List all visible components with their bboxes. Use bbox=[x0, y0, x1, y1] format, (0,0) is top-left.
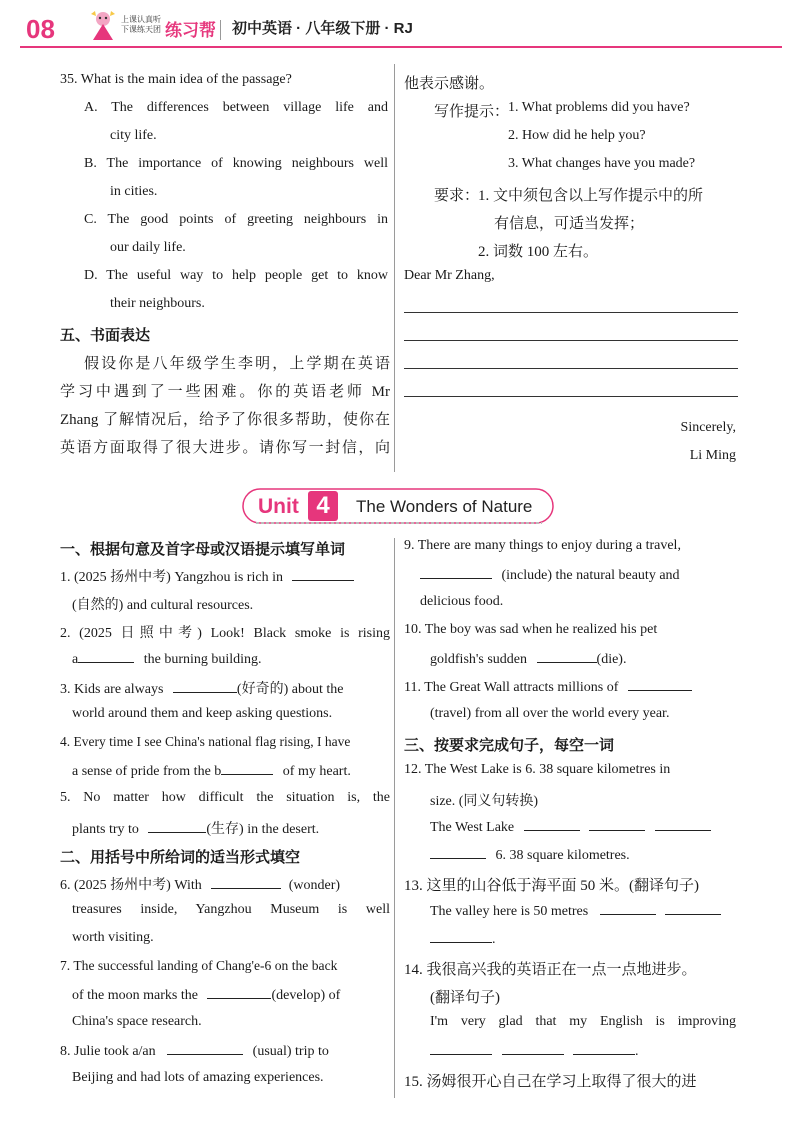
q4-line2 bbox=[72, 762, 351, 780]
unit-word: Unit bbox=[258, 495, 299, 518]
writing-paragraph-4: 英语方面取得了很大进步。请你写一封信，向 bbox=[60, 440, 390, 456]
q6-blank[interactable] bbox=[211, 876, 281, 889]
q5-prefix: plants try to bbox=[72, 822, 139, 837]
q13-line2 bbox=[430, 902, 721, 920]
header-rule bbox=[20, 46, 782, 48]
q12-blank-3[interactable] bbox=[655, 818, 711, 831]
q6-suffix: (wonder) bbox=[288, 878, 341, 893]
writing-paragraph-1: 假设你是八年级学生李明，上学期在英语 bbox=[84, 356, 390, 372]
q8-line2: Beijing and had lots of amazing experiences. bbox=[72, 1070, 324, 1085]
q4-suffix: of my heart. bbox=[282, 764, 351, 779]
q14-line2: (翻译句子) bbox=[430, 990, 500, 1006]
book-title: 初中英语 · 八年级下册 · RJ bbox=[232, 20, 413, 37]
q7-line1: 7. The successful landing of Chang'e-6 on the back bbox=[60, 958, 338, 973]
q35-option-d-cont: their neighbours. bbox=[110, 296, 205, 311]
q35-option-a: A. The differences between village life and bbox=[84, 100, 388, 115]
q13-line3: . bbox=[430, 930, 496, 948]
q5-line1: 5. No matter how difficult the situation is, the bbox=[60, 790, 390, 805]
q2-prefix: a bbox=[72, 652, 79, 667]
writing-requirements-label: 要求： bbox=[434, 188, 480, 204]
q5-suffix: (生存) in the desert. bbox=[206, 822, 320, 837]
q5-line2 bbox=[72, 818, 319, 838]
q12-line2: size. (同义句转换) bbox=[430, 794, 539, 809]
q2-line2 bbox=[72, 650, 262, 668]
q35-option-c: C. The good points of greeting neighbours in bbox=[84, 212, 388, 227]
writing-tip-3: 3. What changes have you made? bbox=[508, 156, 696, 171]
letter-greeting: Dear Mr Zhang, bbox=[404, 268, 495, 283]
q7-prefix: of the moon marks the bbox=[72, 988, 198, 1003]
q10-prefix: goldfish's sudden bbox=[430, 652, 528, 667]
q1-line2: (自然的) and cultural resources. bbox=[72, 598, 254, 613]
q9-suffix: (include) the natural beauty and bbox=[501, 568, 680, 583]
q12-blank-1[interactable] bbox=[524, 818, 580, 831]
q3-suffix: (好奇的) about the bbox=[236, 682, 344, 697]
q12-suffix: 6. 38 square kilometres. bbox=[495, 848, 630, 863]
q2-line1: 2. (2025 日照中考) Look! Black smoke is rising bbox=[60, 626, 390, 641]
q10-blank[interactable] bbox=[537, 650, 597, 663]
header-separator bbox=[220, 20, 221, 40]
q3-blank[interactable] bbox=[173, 680, 237, 693]
unit-title: The Wonders of Nature bbox=[356, 497, 533, 516]
writing-requirement-2: 2. 词数 100 左右。 bbox=[478, 244, 599, 260]
q5-blank[interactable] bbox=[148, 820, 206, 833]
part1-title: 一、根据句意及首字母或汉语提示填写单词 bbox=[60, 541, 346, 558]
q12-line1: 12. The West Lake is 6. 38 square kilometres in bbox=[404, 762, 671, 777]
q13-blank-2[interactable] bbox=[665, 902, 721, 915]
q2-blank[interactable] bbox=[78, 650, 134, 663]
q12-line4 bbox=[430, 846, 630, 864]
q4-blank[interactable] bbox=[221, 762, 273, 775]
q8-line1 bbox=[60, 1042, 329, 1060]
q11-line1 bbox=[404, 678, 692, 696]
writing-section-title: 五、书面表达 bbox=[60, 327, 151, 344]
q7-line3: China's space research. bbox=[72, 1014, 202, 1029]
q12-line3 bbox=[430, 818, 711, 836]
answer-line-2[interactable] bbox=[404, 340, 738, 341]
answer-line-4[interactable] bbox=[404, 396, 738, 397]
letter-closing: Sincerely, bbox=[680, 420, 736, 435]
q8-blank[interactable] bbox=[167, 1042, 243, 1055]
answer-line-1[interactable] bbox=[404, 312, 738, 313]
q13-line1: 13. 这里的山谷低于海平面 50 米。(翻译句子) bbox=[404, 878, 699, 894]
q9-blank[interactable] bbox=[420, 566, 492, 579]
q13-blank-3[interactable] bbox=[430, 930, 492, 943]
q14-line1: 14. 我很高兴我的英语正在一点一点地进步。 bbox=[404, 962, 697, 978]
q3-line2: world around them and keep asking questions. bbox=[72, 706, 333, 721]
q8-suffix: (usual) trip to bbox=[252, 1044, 329, 1059]
writing-tip-1: 1. What problems did you have? bbox=[508, 100, 690, 115]
q9-line1: 9. There are many things to enjoy during a travel, bbox=[404, 538, 681, 553]
q14-line3: I'm very glad that my English is improving bbox=[430, 1014, 736, 1029]
q6-line2: treasures inside, Yangzhou Museum is well bbox=[72, 902, 390, 917]
logo-slogan bbox=[121, 15, 161, 35]
q7-suffix: (develop) of bbox=[271, 988, 341, 1003]
q4-line1: 4. Every time I see China's national flag rising, I have bbox=[60, 734, 351, 749]
q10-suffix: (die). bbox=[596, 652, 627, 667]
q12-blank-2[interactable] bbox=[589, 818, 645, 831]
q35-option-a-cont: city life. bbox=[110, 128, 157, 143]
q6-line1 bbox=[60, 874, 340, 894]
q1-text: 1. (2025 扬州中考) Yangzhou is rich in bbox=[60, 570, 283, 585]
q35-option-b: B. The importance of knowing neighbours well bbox=[84, 156, 388, 171]
writing-paragraph-2: 学习中遇到了一些困难。你的英语老师 Mr bbox=[60, 384, 390, 400]
writing-tip-2: 2. How did he help you? bbox=[508, 128, 646, 143]
q11-blank[interactable] bbox=[628, 678, 692, 691]
q4-prefix: a sense of pride from the b bbox=[72, 764, 222, 779]
writing-paragraph-5: 他表示感谢。 bbox=[404, 76, 495, 92]
q14-blank-1[interactable] bbox=[430, 1042, 492, 1055]
q1-blank[interactable] bbox=[292, 568, 354, 581]
q8-prefix: 8. Julie took a/an bbox=[60, 1044, 156, 1059]
q14-blank-2[interactable] bbox=[502, 1042, 564, 1055]
q11-text: 11. The Great Wall attracts millions of bbox=[404, 680, 619, 695]
q10-line1: 10. The boy was sad when he realized his pet bbox=[404, 622, 658, 637]
q9-line2 bbox=[420, 566, 680, 584]
column-divider-bottom bbox=[394, 538, 395, 1098]
q13-blank-1[interactable] bbox=[600, 902, 656, 915]
writing-tips-label: 写作提示： bbox=[434, 104, 510, 120]
q3-prefix: 3. Kids are always bbox=[60, 682, 164, 697]
q15-line1: 15. 汤姆很开心自己在学习上取得了很大的进 bbox=[404, 1074, 697, 1090]
letter-signature: Li Ming bbox=[689, 448, 736, 463]
q6-prefix: 6. (2025 扬州中考) With bbox=[60, 878, 202, 893]
q10-line2 bbox=[430, 650, 626, 668]
q1-line1 bbox=[60, 566, 354, 586]
mascot-logo-icon bbox=[88, 10, 118, 42]
q14-blank-3[interactable] bbox=[573, 1042, 635, 1055]
q35-option-d: D. The useful way to help people get to know bbox=[84, 268, 388, 283]
q12-prefix: The West Lake bbox=[430, 820, 515, 835]
q35-option-b-cont: in cities. bbox=[110, 184, 158, 199]
q3-line1 bbox=[60, 678, 343, 698]
part3-title: 三、按要求完成句子，每空一词 bbox=[404, 737, 615, 754]
brand-name: 练习帮 bbox=[165, 21, 216, 40]
q9-line3: delicious food. bbox=[420, 594, 504, 609]
q35-stem: 35. What is the main idea of the passage? bbox=[60, 72, 292, 87]
writing-paragraph-3: Zhang 了解情况后，给予了你很多帮助，使你在 bbox=[60, 412, 390, 428]
part2-title: 二、用括号中所给词的适当形式填空 bbox=[60, 849, 301, 866]
q35-option-c-cont: our daily life. bbox=[110, 240, 186, 255]
column-divider-top bbox=[394, 64, 395, 472]
q12-blank-4[interactable] bbox=[430, 846, 486, 859]
q14-line4: . bbox=[430, 1042, 639, 1060]
logo-slogan-line2: 下课练天团 bbox=[121, 25, 161, 34]
writing-requirement-1: 1. 文中须包含以上写作提示中的所 bbox=[478, 188, 704, 204]
page-number: 08 bbox=[26, 14, 55, 44]
q2-suffix: the burning building. bbox=[143, 652, 262, 667]
q7-blank[interactable] bbox=[207, 986, 271, 999]
unit-number: 4 bbox=[316, 492, 330, 519]
logo-slogan-line1: 上课认真听 bbox=[121, 15, 161, 24]
q6-line3: worth visiting. bbox=[72, 930, 154, 945]
q7-line2 bbox=[72, 986, 340, 1004]
q13-text: The valley here is 50 metres bbox=[430, 904, 589, 919]
q11-line2: (travel) from all over the world every year. bbox=[430, 706, 670, 721]
answer-line-3[interactable] bbox=[404, 368, 738, 369]
writing-requirement-1-cont: 有信息，可适当发挥； bbox=[494, 216, 645, 232]
